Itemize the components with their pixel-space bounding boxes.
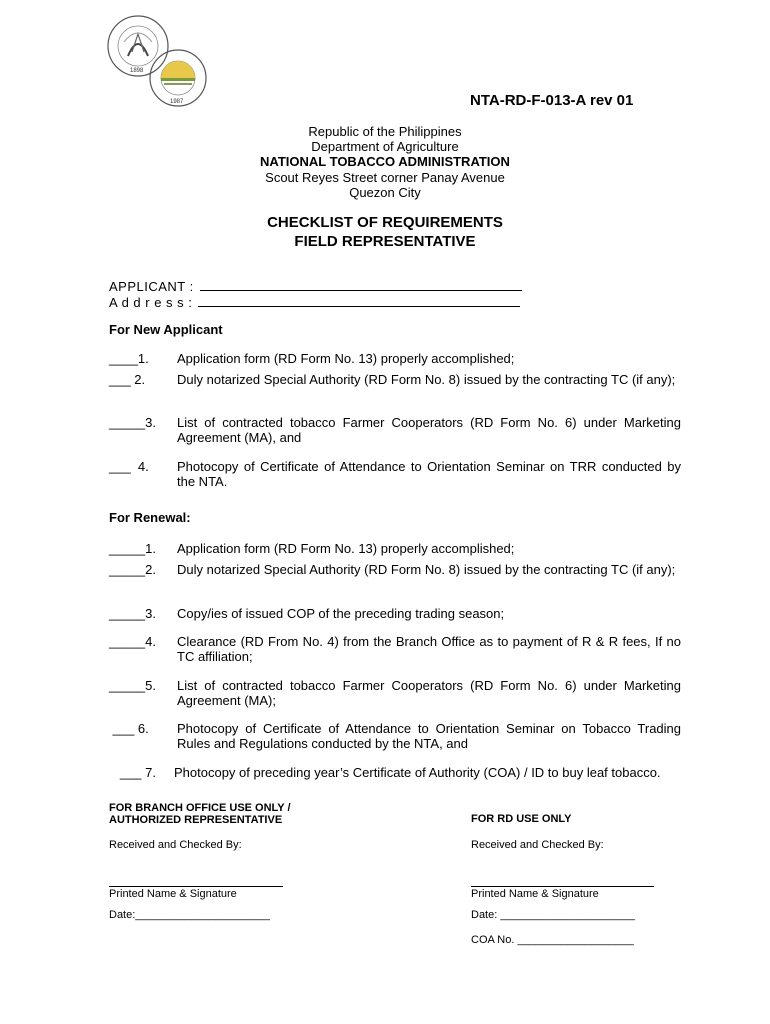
nta-seal-icon [150, 50, 206, 106]
item-text: Photocopy of Certificate of Attendance to Orientation Seminar on TRR conducted by the NTA. [177, 459, 681, 489]
header-line-5: Quezon City [349, 185, 421, 200]
received-right: Received and Checked By: [471, 839, 604, 851]
rd-heading: FOR RD USE ONLY [471, 813, 572, 825]
item-number: _____1. [109, 541, 156, 556]
item-text: Photocopy of Certificate of Attendance to Orientation Seminar on Tobacco Trading Rules and Regulations conducted by the NTA, and [177, 721, 681, 751]
item-number: ___ 2. [109, 372, 146, 387]
da-seal-icon [108, 16, 168, 76]
item-text: Duly notarized Special Authority (RD Form No. 8) issued by the contracting TC (if any); [177, 372, 676, 387]
date-left[interactable]: Date:______________________ [109, 909, 270, 921]
address-blank[interactable] [198, 295, 520, 307]
header-line-3: NATIONAL TOBACCO ADMINISTRATION [260, 154, 510, 169]
item-text: Copy/ies of issued COP of the preceding trading season; [177, 606, 505, 621]
item-text: List of contracted tobacco Farmer Cooperators (RD Form No. 6) under Marketing Agreement (MA); [177, 678, 681, 708]
item-text: Clearance (RD From No. 4) from the Branch Office as to payment of R & R fees, If no TC affiliation; [177, 634, 681, 664]
form-code: NTA-RD-F-013-A rev 01 [470, 92, 634, 109]
item-number: _____5. [109, 678, 156, 693]
branch-heading-2: AUTHORIZED REPRESENTATIVE [109, 814, 283, 826]
branch-heading-1: FOR BRANCH OFFICE USE ONLY / [109, 802, 291, 814]
coa-number[interactable]: COA No. ___________________ [471, 934, 634, 946]
header-line-2: Department of Agriculture [311, 139, 459, 154]
address-field [109, 295, 520, 310]
item-number: ___ 6. [109, 721, 149, 736]
nta-logo-year: 1987 [170, 99, 184, 105]
date-right[interactable]: Date: ______________________ [471, 909, 635, 921]
header-line-1: Republic of the Philippines [308, 124, 462, 139]
title-line-2: FIELD REPRESENTATIVE [294, 233, 476, 250]
agency-seals-icon [104, 12, 210, 108]
item-number: _____4. [109, 634, 156, 649]
da-logo-year: 1898 [130, 68, 144, 74]
header-line-4: Scout Reyes Street corner Panay Avenue [265, 170, 505, 185]
item-number: ___ 4. [109, 459, 149, 474]
signature-line-right[interactable] [471, 886, 654, 887]
item-number: _____3. [109, 606, 156, 621]
applicant-blank[interactable] [200, 279, 522, 291]
renewal-heading: For Renewal: [109, 510, 191, 525]
item-text: List of contracted tobacco Farmer Cooperators (RD Form No. 6) under Marketing Agreement (MA), and [177, 415, 681, 445]
new-applicant-heading: For New Applicant [109, 322, 223, 337]
received-left: Received and Checked By: [109, 839, 242, 851]
item-number: _____3. [109, 415, 156, 430]
item-number: ___ 7. [109, 765, 156, 780]
item-number: _____2. [109, 562, 156, 577]
applicant-label: APPLICANT : [109, 279, 194, 294]
title-line-1: CHECKLIST OF REQUIREMENTS [267, 214, 503, 231]
item-text: Application form (RD Form No. 13) properly accomplished; [177, 541, 515, 556]
applicant-field [109, 279, 522, 294]
item-text: Application form (RD Form No. 13) properly accomplished; [177, 351, 515, 366]
address-label: A d d r e s s : [109, 295, 193, 310]
agency-logos [104, 12, 210, 108]
printed-name-left: Printed Name & Signature [109, 888, 237, 900]
item-text: Duly notarized Special Authority (RD Form No. 8) issued by the contracting TC (if any); [177, 562, 676, 577]
printed-name-right: Printed Name & Signature [471, 888, 599, 900]
item-number: ____1. [109, 351, 149, 366]
item-text: Photocopy of preceding year’s Certificate of Authority (COA) / ID to buy leaf tobacco. [174, 765, 661, 780]
signature-line-left[interactable] [109, 886, 283, 887]
